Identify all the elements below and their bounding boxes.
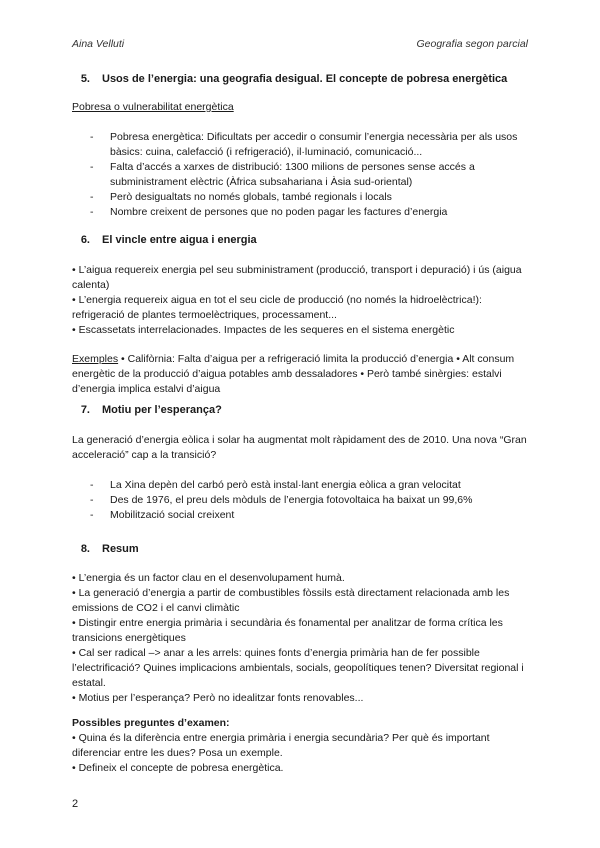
- dash-list: [72, 130, 532, 220]
- examples-label: Exemples: [72, 353, 119, 365]
- header-title: Geografia segon parcial: [416, 38, 528, 50]
- list-item: - Des de 1976, el preu dels mòduls de l’energia fotovoltaica ha baixat un 99,6%: [72, 493, 532, 508]
- section-subtitle: Pobresa o vulnerabilitat energètica: [72, 101, 234, 113]
- bullet-block: [72, 571, 532, 706]
- section-5: [72, 72, 532, 220]
- section-7: [72, 403, 532, 523]
- section-title: Usos de l’energia: una geografia desigual. El concepte de pobresa energètica: [102, 73, 508, 85]
- exam-questions: [72, 716, 532, 776]
- section-paragraph: La generació d’energia eòlica i solar ha augmentat molt ràpidament des de 2010. Una nova “Gran acceleració” cap a la transició?: [72, 434, 527, 461]
- section-title: Motiu per l’esperança?: [102, 404, 222, 416]
- page-number: 2: [72, 798, 79, 810]
- section-number: 8.: [80, 543, 90, 555]
- section-6: [72, 233, 532, 397]
- section-title: El vincle entre aigua i energia: [102, 234, 257, 246]
- section-title: Resum: [102, 543, 139, 555]
- bullet-item: • Defineix el concepte de pobresa energètica.: [72, 762, 284, 774]
- list-item: - Però desigualtats no només globals, també regionals i locals: [72, 190, 532, 205]
- section-8-heading: [72, 542, 532, 557]
- list-item: - Pobresa energètica: Dificultats per accedir o consumir l’energia necessària per als usos bàsics: cuina, calefacció (i refrigeració), il·luminació, comunicació...: [72, 130, 532, 160]
- section-number: 7.: [80, 404, 90, 416]
- bullet-item: • Quina és la diferència entre energia primària i energia secundària? Per què és important diferenciar entre les dues? Posa un exemple.: [72, 732, 490, 759]
- bullet-item: • Escassetats interrelacionades. Impactes de les sequeres en el sistema energètic: [72, 324, 455, 336]
- bullet-block: [72, 263, 532, 338]
- header-author: Aina Velluti: [72, 38, 125, 50]
- list-item: - Nombre creixent de persones que no poden pagar les factures d’energia: [72, 205, 532, 220]
- bullet-item: • La generació d’energia a partir de combustibles fòssils està directament relacionada amb les emissions de CO2 i el canvi climàtic: [72, 587, 510, 614]
- dash-list: [72, 478, 532, 523]
- examples-paragraph: [72, 352, 532, 397]
- bullet-item: • L’energia és un factor clau en el desenvolupament humà.: [72, 572, 345, 584]
- bullet-item: • Motius per l’esperança? Però no idealitzar fonts renovables...: [72, 692, 364, 704]
- section-5-heading: [72, 72, 532, 87]
- section-number: 5.: [80, 73, 90, 85]
- section-8: [72, 542, 532, 706]
- section-6-heading: [72, 233, 532, 248]
- examples-text: • Califòrnia: Falta d’aigua per a refrigeració limita la producció d’energia • Alt consum energètic de la producció d’aigua potables amb dessaladores • Però també sinèrgies: estalvi d’energia implica estalvi d’aigua: [72, 353, 515, 395]
- section-7-heading: [72, 403, 532, 418]
- section-number: 6.: [80, 234, 90, 246]
- list-item: - Mobilització social creixent: [72, 508, 532, 523]
- bullet-item: • Distingir entre energia primària i secundària és fonamental per analitzar de forma crítica les transicions energètiques: [72, 617, 503, 644]
- bullet-item: • Cal ser radical –> anar a les arrels: quines fonts d’energia primària han de fer possible l’electrificació? Quines implicacions ambientals, socials, geopolítiques tenen? Diversitat regional i estatal.: [72, 647, 524, 689]
- list-item: - Falta d’accés a xarxes de distribució: 1300 milions de persones sense accés a subministrament elèctric (Àfrica subsahariana i Àsia sud-oriental): [72, 160, 532, 190]
- bullet-item: • L’energia requereix aigua en tot el seu cicle de producció (no només la hidroelèctrica!): refrigeració de plantes termoelèctriques, processament...: [72, 294, 482, 321]
- list-item: - La Xina depèn del carbó però està instal·lant energia eòlica a gran velocitat: [72, 478, 532, 493]
- exam-questions-title: Possibles preguntes d’examen:: [72, 717, 230, 729]
- bullet-item: • L’aigua requereix energia pel seu subministrament (producció, transport i depuració) i ús (aigua calenta): [72, 264, 522, 291]
